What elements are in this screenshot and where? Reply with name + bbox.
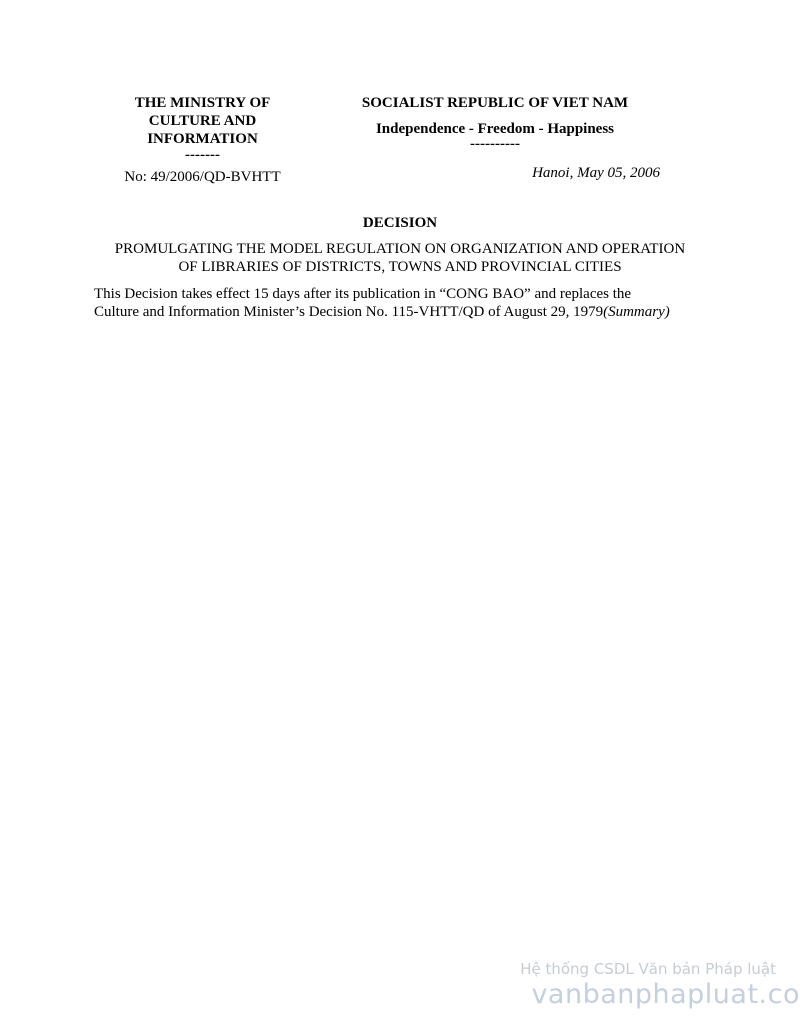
- body-line-2: [94, 303, 714, 321]
- agency-separator: -------: [185, 147, 220, 163]
- watermark-line-1: Hệ thống CSDL Văn bản Pháp luật: [520, 960, 776, 978]
- body-line-1: This Decision takes effect 15 days after its publication in “CONG BAO” and replaces the: [94, 286, 632, 302]
- national-motto: Independence - Freedom - Happiness: [375, 121, 615, 137]
- national-title-block: [330, 94, 660, 182]
- document-subtitle: [90, 240, 710, 276]
- body-line-2-text: Culture and Information Minister’s Decision No. 115-VHTT/QD of August 29, 1979: [94, 304, 604, 320]
- summary-label: (Summary): [603, 304, 670, 320]
- country-name: SOCIALIST REPUBLIC OF VIET NAM: [361, 95, 629, 111]
- motto-separator: ----------: [470, 136, 520, 152]
- document-number: No: 49/2006/QD-BVHTT: [124, 169, 281, 185]
- agency-name-line-1: THE MINISTRY OF: [134, 95, 271, 111]
- subtitle-line-1: PROMULGATING THE MODEL REGULATION ON ORGANIZATION AND OPERATION: [114, 241, 686, 257]
- subtitle-line-2: OF LIBRARIES OF DISTRICTS, TOWNS AND PROVINCIAL CITIES: [178, 259, 622, 275]
- agency-name-line-2: CULTURE AND: [148, 113, 257, 129]
- document-body: [94, 285, 714, 321]
- watermark-line-2: vanbanphapluat.co: [531, 979, 800, 1010]
- watermark: [520, 959, 800, 1011]
- document-title: DECISION: [362, 215, 438, 231]
- issuing-agency-block: [110, 94, 295, 186]
- agency-name-line-3: INFORMATION: [147, 131, 258, 147]
- place-and-date: Hanoi, May 05, 2006: [532, 165, 660, 181]
